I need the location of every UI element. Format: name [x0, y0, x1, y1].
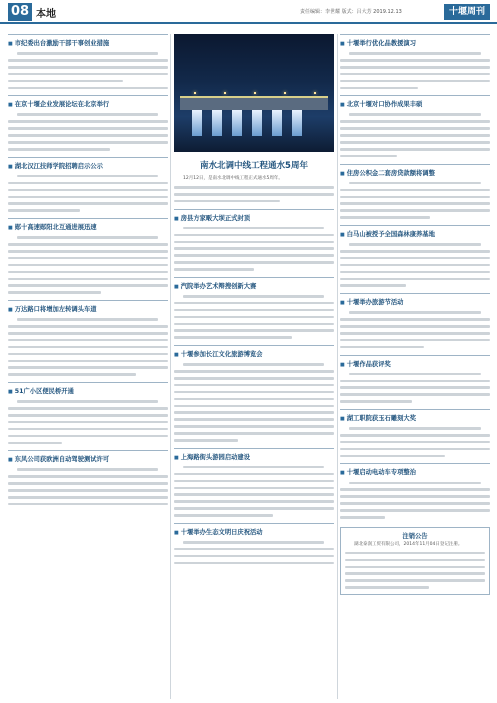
light [254, 92, 256, 94]
article-headline[interactable]: ■ 51广小区便民桥开通 [8, 382, 168, 397]
water-gate [272, 110, 282, 136]
article-body [8, 315, 168, 378]
dam-night-photo [174, 34, 334, 152]
water-gate [252, 110, 262, 136]
notice-text: 湖北泰润工贸有限公司，2014年11月04日登记注册。 [354, 541, 463, 547]
article[interactable] [174, 523, 334, 567]
feature-caption: 南水北调中线工程通水5周年 [200, 161, 308, 171]
notice-title: 注销公告 [402, 532, 428, 540]
light [284, 92, 286, 94]
article-body [8, 49, 168, 91]
article[interactable] [340, 463, 490, 520]
article-headline[interactable]: ■ 湖工职院获玉石雕刻大奖 [340, 409, 490, 424]
article[interactable] [340, 34, 490, 91]
article-headline[interactable]: ■ 白马山被授予全国森林康养基地 [340, 225, 490, 240]
column-divider [337, 34, 338, 699]
article[interactable] [340, 355, 490, 405]
article-body [8, 465, 168, 507]
column-center [174, 34, 334, 699]
article[interactable] [8, 450, 168, 507]
editor-credits: 责任编辑：李世耀 版式：吕大芳 2019.12.13 [300, 9, 402, 15]
water-gate [232, 110, 242, 136]
page-number: 08 [8, 3, 32, 21]
notice-body [345, 549, 485, 591]
newspaper-header [0, 0, 497, 24]
article-headline[interactable]: ■ 上海路街头游园启动建设 [174, 448, 334, 463]
water-gate [292, 110, 302, 136]
article-body [340, 240, 490, 289]
article[interactable] [340, 293, 490, 350]
article-body [340, 308, 490, 350]
article-body [340, 179, 490, 221]
column-divider [170, 34, 171, 699]
column-right [340, 34, 490, 699]
article-body [340, 110, 490, 159]
article[interactable] [8, 300, 168, 378]
article-headline[interactable]: ■ 郧十高速郧阳北互通进展迅速 [8, 218, 168, 233]
article[interactable] [340, 164, 490, 221]
water-gate [192, 110, 202, 136]
article-body [174, 224, 334, 273]
article-headline[interactable]: ■ 十堰举行优化品教援演习 [340, 34, 490, 49]
article[interactable] [8, 95, 168, 152]
article[interactable] [340, 95, 490, 159]
article-body [8, 397, 168, 446]
article[interactable] [174, 209, 334, 273]
article[interactable] [174, 448, 334, 519]
newspaper-logo: 十堰周刊 [444, 4, 490, 20]
article-headline[interactable]: ■ 住房公积金二套房贷款额将调整 [340, 164, 490, 179]
article-body [340, 49, 490, 91]
article-body [8, 233, 168, 296]
article-headline[interactable]: ■ 市纪委出台激励干部干事创业措施 [8, 34, 168, 49]
light [194, 92, 196, 94]
light [314, 92, 316, 94]
article-headline[interactable]: ■ 万达路口将增加左转调头车道 [8, 300, 168, 315]
article-headline[interactable]: ■ 汽院举办艺术辩搜创新大赛 [174, 277, 334, 292]
article-headline[interactable]: ■ 十堰举办旅游节活动 [340, 293, 490, 308]
article-headline[interactable]: ■ 东风公司获欧洲自动驾驶测试许可 [8, 450, 168, 465]
article-body [174, 538, 334, 567]
article-headline[interactable]: ■ 湖北汉江技师学院招聘启示公示 [8, 157, 168, 172]
article-headline[interactable]: ■ 在京十堰企业发展论坛在北京举行 [8, 95, 168, 110]
article-body [8, 110, 168, 152]
article[interactable] [174, 277, 334, 341]
article-body [8, 172, 168, 214]
water-gate [212, 110, 222, 136]
article-headline[interactable]: ■ 十堰参加长江文化旅游博览会 [174, 345, 334, 360]
article-headline[interactable]: ■ 十堰启动电动车专项整治 [340, 463, 490, 478]
light [224, 92, 226, 94]
article-body [340, 424, 490, 459]
article[interactable] [8, 382, 168, 446]
article-headline[interactable]: ■ 房县方家畈大坝正式封顶 [174, 209, 334, 224]
article-body [340, 370, 490, 405]
feature-body [174, 183, 334, 205]
section-title: 本地 [36, 9, 56, 20]
column-left [8, 34, 168, 699]
notice-box [340, 527, 490, 595]
article-headline[interactable]: ■ 十堰作品获评奖 [340, 355, 490, 370]
article[interactable] [8, 218, 168, 296]
article[interactable] [174, 345, 334, 444]
article-body [340, 478, 490, 520]
article-body [174, 292, 334, 341]
article[interactable] [8, 34, 168, 91]
article-body [174, 360, 334, 444]
article[interactable] [340, 409, 490, 459]
dam-structure [180, 96, 328, 110]
article-body [174, 463, 334, 519]
feature-lead: 12月12日，是南水北调中线工程正式通水5周年。 [183, 176, 283, 181]
article[interactable] [8, 157, 168, 214]
article-headline[interactable]: ■ 北京十堰对口协作成果丰硕 [340, 95, 490, 110]
article-headline[interactable]: ■ 十堰举办生态文明日庆祝活动 [174, 523, 334, 538]
article[interactable] [340, 225, 490, 289]
